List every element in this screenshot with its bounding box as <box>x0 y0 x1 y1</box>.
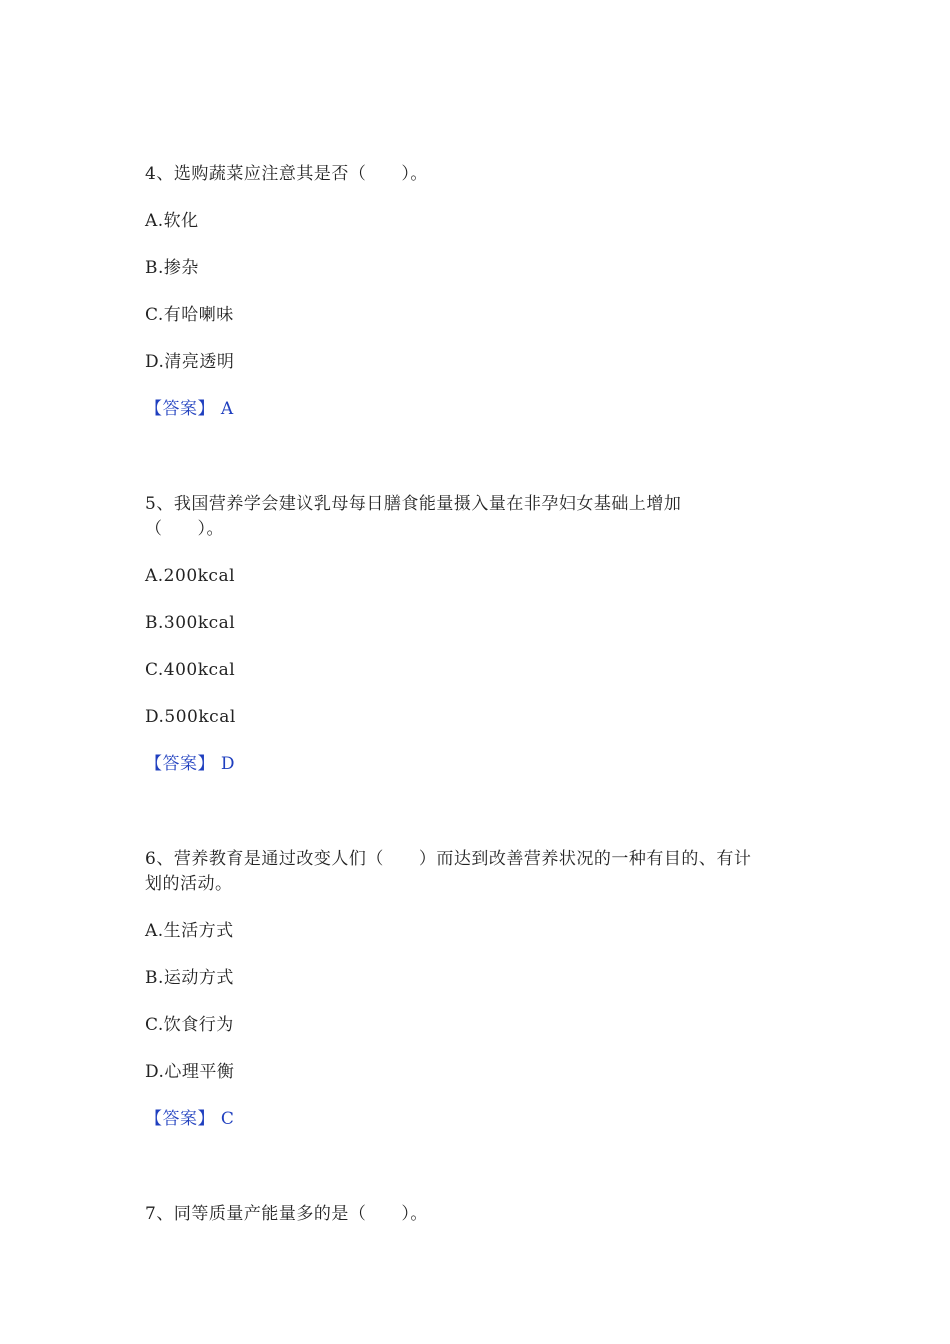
question-5-option-c: C.400kcal <box>145 660 236 680</box>
question-5-answer <box>145 752 235 776</box>
question-7-stem: 7、同等质量产能量多的是（ ）。 <box>145 1204 428 1224</box>
question-4-option-c: C.有哈喇味 <box>145 305 234 325</box>
question-6-stem-continued: 划的活动。 <box>145 874 233 894</box>
question-4-option-b: B.掺杂 <box>145 258 199 278</box>
question-4-option-d: D.清亮透明 <box>145 352 235 372</box>
answer-label: 【答案】 <box>145 399 215 419</box>
answer-label: 【答案】 <box>145 754 215 774</box>
question-6-answer <box>145 1107 234 1131</box>
question-5-option-d: D.500kcal <box>145 707 236 727</box>
answer-label: 【答案】 <box>145 1109 215 1129</box>
question-5-stem-continued: （ ）。 <box>145 519 224 539</box>
question-6-option-d: D.心理平衡 <box>145 1062 235 1082</box>
question-5-stem: 5、我国营养学会建议乳母每日膳食能量摄入量在非孕妇女基础上增加 <box>145 494 682 514</box>
question-6-stem: 6、营养教育是通过改变人们（ ）而达到改善营养状况的一种有目的、有计 <box>145 849 752 869</box>
answer-value: A <box>220 399 234 419</box>
question-5-option-a: A.200kcal <box>145 566 236 586</box>
question-5-option-b: B.300kcal <box>145 613 236 633</box>
question-4-option-a: A.软化 <box>145 211 199 231</box>
question-6-option-b: B.运动方式 <box>145 968 234 988</box>
question-4-answer <box>145 397 234 421</box>
question-6-option-c: C.饮食行为 <box>145 1015 234 1035</box>
answer-value: C <box>220 1109 235 1129</box>
question-6-option-a: A.生活方式 <box>145 921 234 941</box>
question-4-stem: 4、选购蔬菜应注意其是否（ ）。 <box>145 164 428 184</box>
answer-value: D <box>220 754 236 774</box>
